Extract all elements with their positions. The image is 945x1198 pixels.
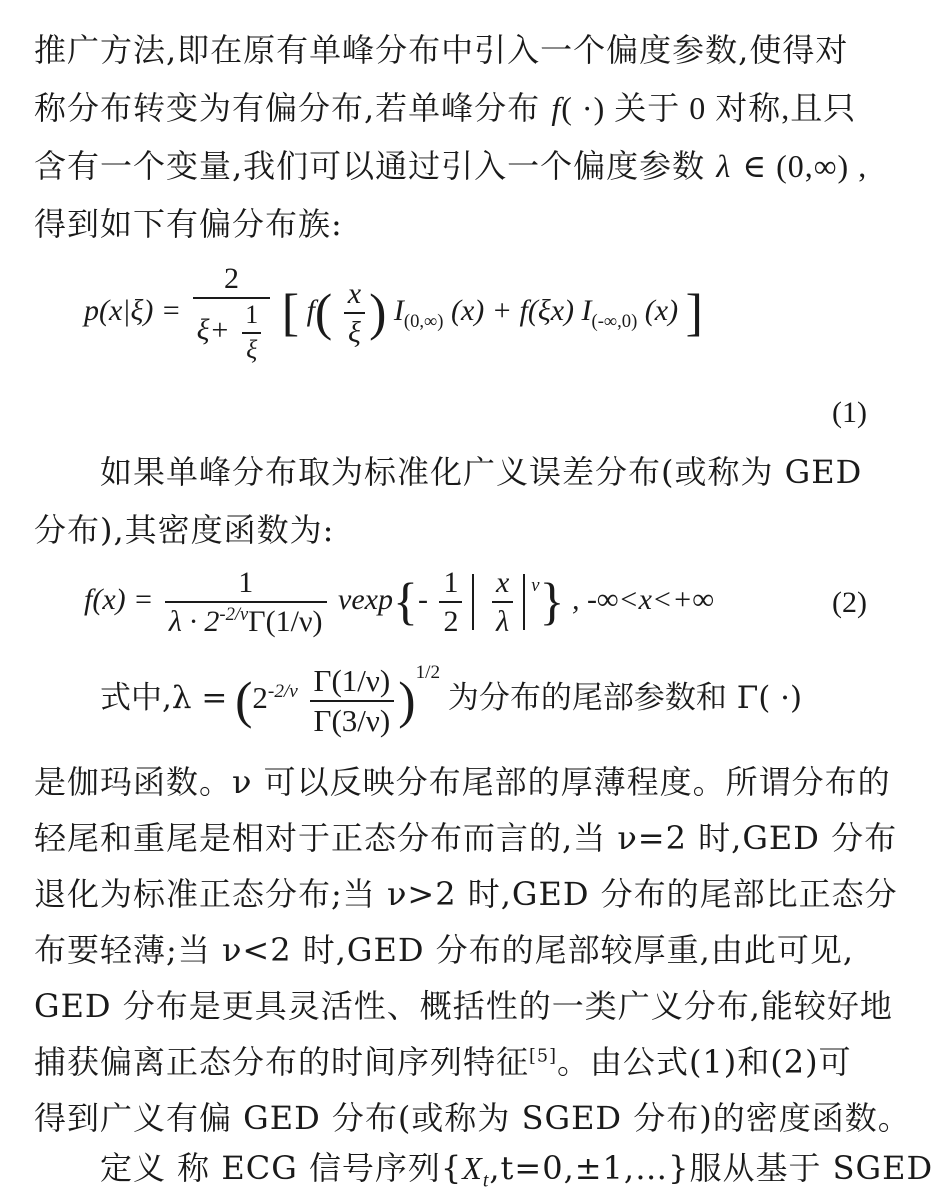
eq-frac-num: 2 [223,262,239,295]
right-paren: ) [398,672,416,730]
eq-indicator: I [581,293,592,327]
eq-den-fraction [241,301,262,364]
eq-den-den: ξ [242,332,261,365]
math-segment: ∈ (0,∞) , [742,148,868,184]
text-line: 推广方法,即在原有单峰分布中引入一个偏度参数,使得对 [34,31,849,69]
eq-ratio-num: x [495,566,510,599]
lambda-prefix: 式中,λ = [100,680,228,717]
eq-indicator: I [393,293,404,327]
eq-den-num: 1 [245,300,259,329]
eq-den-text: λ · 2 [168,605,220,638]
left-paren: ( [314,284,333,342]
math-symbol: X [462,1150,483,1186]
eq-half-den: 2 [439,601,462,638]
eq-indicator-sub: (-∞,0) [591,310,638,332]
math-subscript: t [482,1169,490,1192]
text-line [34,88,884,128]
abs-bar-left [472,574,474,630]
eq-inner-den: ξ [344,312,365,349]
lambda-power: 1/2 [415,662,441,684]
text-line [100,1148,934,1192]
math-segment: ( ·) 关于 0 对称,且只 [561,90,857,126]
equation-number: (1) [832,396,867,429]
text-segment: 定义 称 ECG 信号序列{ [100,1149,463,1187]
left-paren: ( [235,672,253,730]
eq-f: f [306,293,315,327]
text-segment: 称分布转变为有偏分布,若单峰分布 [34,89,541,127]
lambda-suffix: 为分布的尾部参数和 Γ( ·) [447,680,803,717]
eq-inner-fraction [344,277,365,349]
eq-den-sup: -2/ν [219,604,249,625]
right-paren: ) [369,284,387,342]
lambda-definition [100,664,802,738]
eq-indicator-sub: (0,∞) [403,310,444,332]
right-bracket: ] [685,284,703,342]
left-bracket: [ [281,284,300,342]
math-symbol: f [551,90,562,126]
text-line: 轻尾和重尾是相对于正态分布而言的,当 ν=2 时,GED 分布 [34,819,898,857]
eq-range: , -∞<x<+∞ [572,582,714,616]
eq-inner-num: x [347,277,362,311]
text-line: GED 分布是更具灵活性、概括性的一类广义分布,能较好地 [34,987,893,1025]
eq-frac-den [193,297,271,364]
text-line: 是伽玛函数。ν 可以反映分布尾部的厚薄程度。所谓分布的 [34,763,891,801]
equation-number: (2) [832,586,867,619]
eq-den-gamma: Γ(1/ν) [248,605,323,638]
abs-bar-right [523,574,525,630]
text-line: 分布),其密度函数为: [34,511,335,549]
text-segment: 捕获偏离正态分布的时间序列特征 [34,1043,530,1081]
text-segment: 含有一个变量,我们可以通过引入一个偏度参数 [34,147,706,185]
eq-mid: νexp [338,582,393,616]
text-line: 得到如下有偏分布族: [34,205,343,243]
lambda-fraction [310,664,395,738]
lambda-base: 2 [252,680,268,716]
text-line [34,146,884,186]
eq-minus: - [417,582,428,616]
text-line: 如果单峰分布取为标准化广义误差分布(或称为 GED [100,453,863,491]
eq-den-text: ξ+ [196,313,230,347]
eq-f2: f(ξx) [519,293,575,327]
equation-1 [84,262,703,364]
eq-arg: (x) [644,293,679,327]
text-line: 退化为标准正态分布;当 ν>2 时,GED 分布的尾部比正态分 [34,875,898,913]
eq-ratio-den: λ [492,601,513,638]
eq-lhs: f(x) = [84,582,154,616]
text-segment: 。由公式(1)和(2)可 [556,1043,852,1081]
eq-arg: (x) + [450,293,513,327]
lambda-base-sup: -2/ν [267,680,298,702]
lambda-num: Γ(1/ν) [313,663,391,698]
lambda-den: Γ(3/ν) [310,700,395,738]
eq-frac-den [165,601,327,638]
eq-half [439,566,462,638]
left-brace: { [392,573,418,631]
citation: [5] [529,1046,557,1067]
eq-power: ν [531,574,540,596]
eq-frac-num: 1 [238,566,254,599]
equation-2 [84,566,714,638]
eq-half-num: 1 [443,566,459,599]
text-line: 得到广义有偏 GED 分布(或称为 SGED 分布)的密度函数。 [34,1099,911,1137]
eq-fraction [165,566,327,638]
text-line: 布要轻薄;当 ν<2 时,GED 分布的尾部较厚重,由此可见, [34,931,855,969]
text-line [34,1042,884,1082]
right-brace: } [539,573,565,631]
eq-fraction [193,262,271,364]
text-segment: ,t=0,±1,…}服从基于 SGED [489,1149,934,1187]
math-symbol: λ [716,148,732,184]
eq-ratio [492,566,513,638]
eq-lhs: p(x|ξ) = [84,293,182,327]
